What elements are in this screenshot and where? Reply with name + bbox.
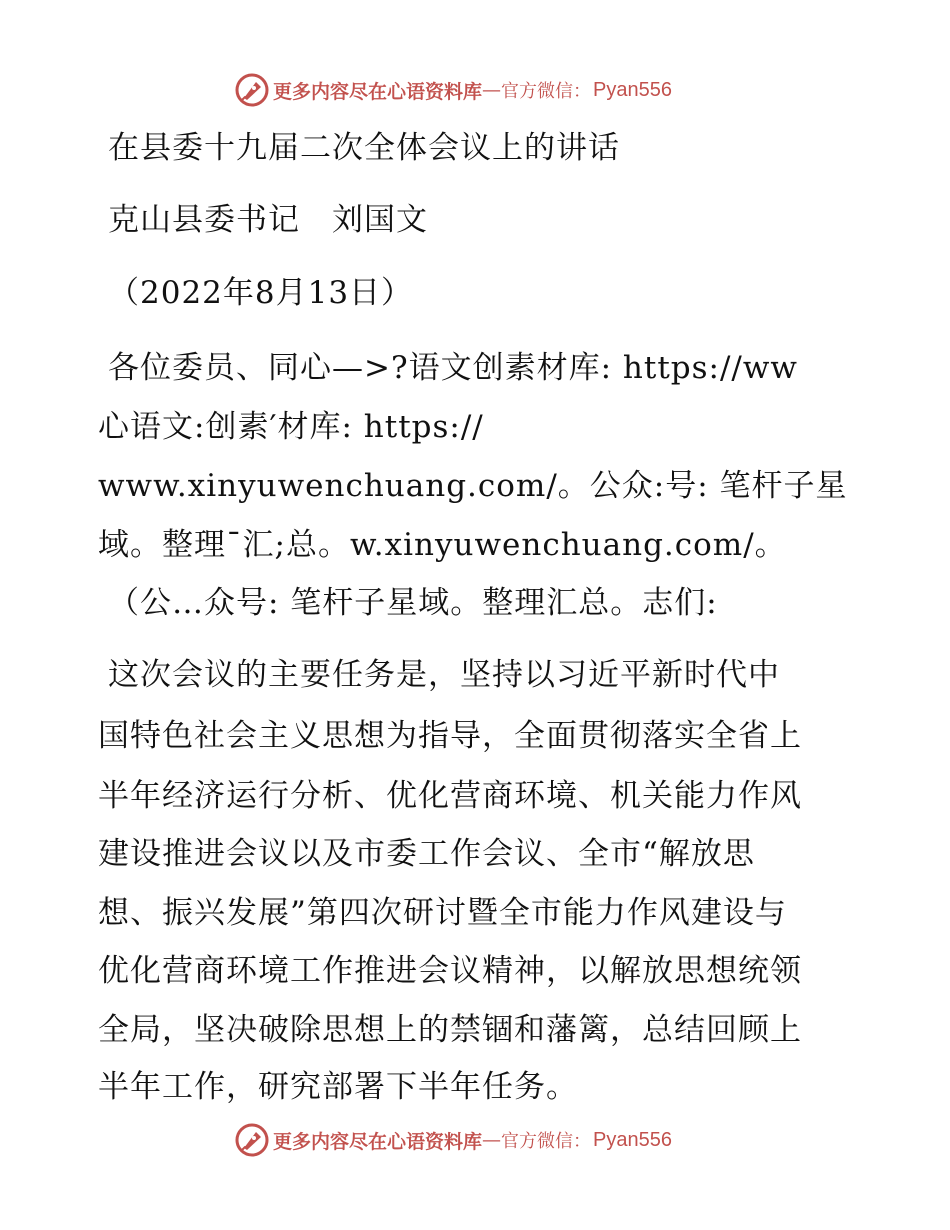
- banner-main-text: 更多内容尽在心语资料库: [273, 1130, 483, 1153]
- pen-nib-logo-icon: [235, 73, 269, 107]
- salutation-line: 域。整理¯汇;总。w.xinyuwenchuang.com/。: [98, 527, 787, 563]
- salutation-line: 心语文:创素′材库: https://: [98, 409, 484, 445]
- banner-official-wechat-label: 官方微信：: [501, 81, 592, 102]
- banner-dash: —: [482, 1129, 502, 1151]
- banner-main-text: 更多内容尽在心语资料库: [273, 80, 483, 103]
- header-watermark-banner: [235, 72, 672, 108]
- body-paragraph-line: 这次会议的主要任务是，坚持以习近平新时代中: [108, 657, 780, 693]
- body-paragraph-line: 想、振兴发展”第四次研讨暨全市能力作风建设与: [98, 895, 787, 931]
- banner-wechat-id: Pyan556: [593, 78, 672, 101]
- banner-wechat-id: Pyan556: [593, 1128, 672, 1151]
- banner-dash: —: [482, 79, 502, 101]
- body-paragraph-line: 全局，坚决破除思想上的禁锢和藩篱，总结回顾上: [98, 1012, 802, 1048]
- body-paragraph-line: 国特色社会主义思想为指导，全面贯彻落实全省上: [98, 718, 802, 754]
- salutation-line: （公…众号: 笔杆子星域。整理汇总。志们:: [108, 585, 718, 621]
- salutation-line: 各位委员、同心—>?语文创素材库: https://ww: [108, 350, 798, 386]
- body-paragraph-line: 半年工作，研究部署下半年任务。: [98, 1069, 578, 1105]
- document-date: （2022年8月13日）: [108, 275, 414, 311]
- banner-official-wechat-label: 官方微信：: [501, 1131, 592, 1152]
- pen-nib-logo-icon: [235, 1123, 269, 1157]
- salutation-line: www.xinyuwenchuang.com/。公众:号: 笔杆子星: [98, 468, 848, 504]
- footer-watermark-banner: [235, 1122, 672, 1158]
- body-paragraph-line: 建设推进会议以及市委工作会议、全市“解放思: [98, 836, 755, 872]
- document-author: 克山县委书记 刘国文: [108, 202, 428, 238]
- document-title: 在县委十九届二次全体会议上的讲话: [108, 130, 620, 166]
- body-paragraph-line: 半年经济运行分析、优化营商环境、机关能力作风: [98, 778, 802, 814]
- body-paragraph-line: 优化营商环境工作推进会议精神，以解放思想统领: [98, 953, 802, 989]
